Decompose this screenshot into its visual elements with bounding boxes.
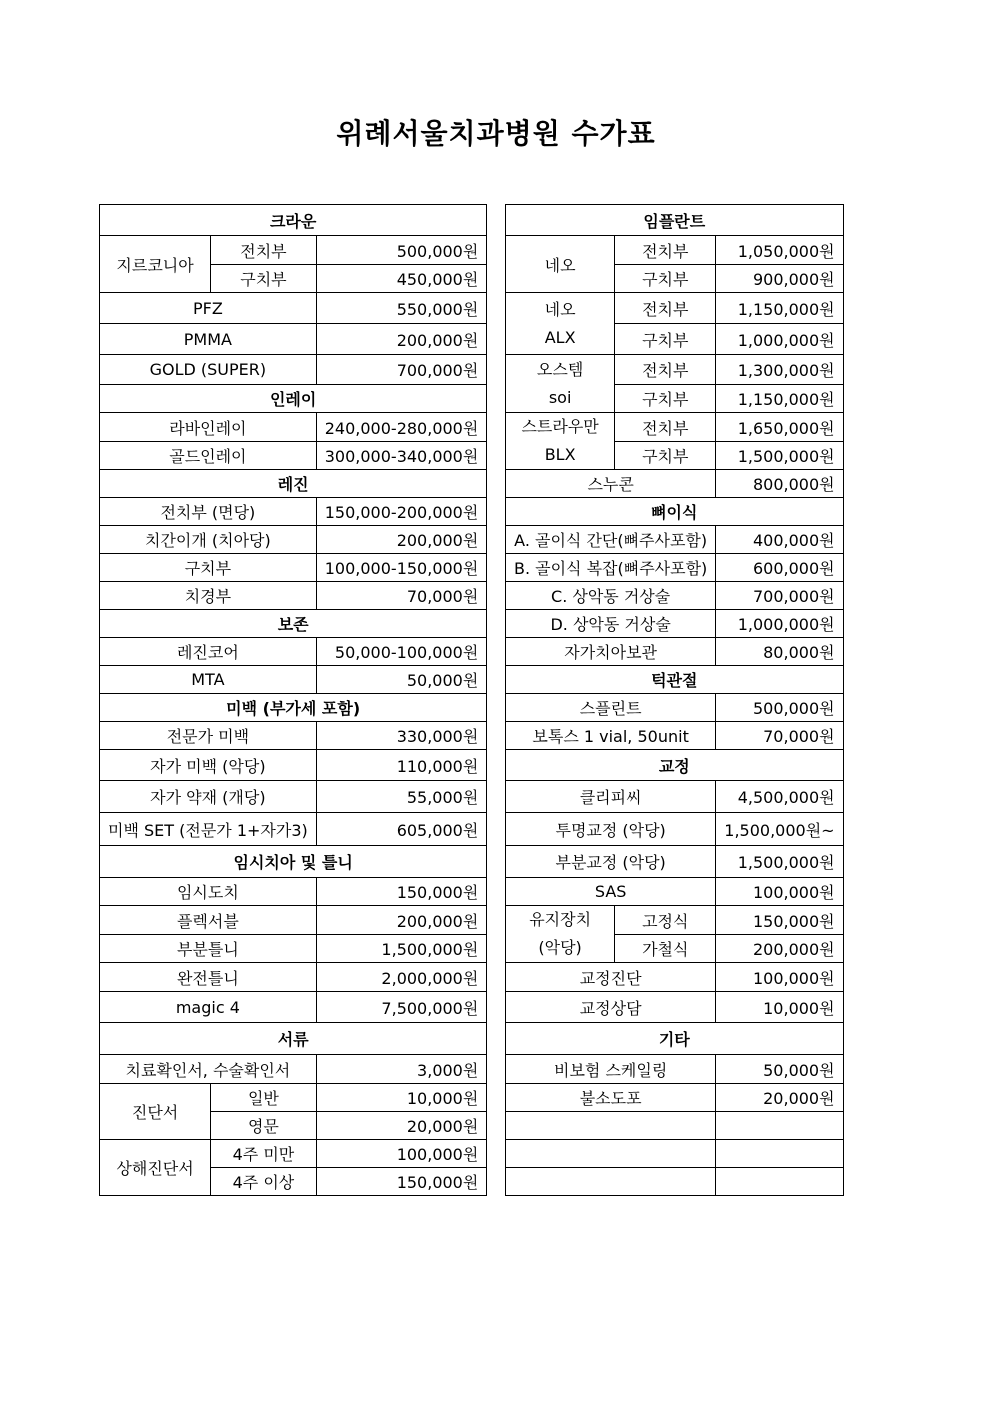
item-price: 240,000-280,000원 (316, 413, 487, 442)
table-row (506, 750, 844, 781)
empty-cell (716, 1112, 843, 1140)
item-sublabel: 4주 미만 (211, 1140, 317, 1168)
table-row (506, 582, 844, 610)
table-row (506, 963, 844, 992)
item-price: 900,000원 (716, 265, 843, 293)
item-price: 100,000원 (716, 878, 843, 906)
table-row (506, 813, 844, 846)
table-row (100, 813, 487, 846)
item-price: 10,000원 (316, 1084, 487, 1112)
item-price: 150,000원 (316, 878, 487, 906)
table-row (100, 610, 487, 638)
item-price: 700,000원 (316, 355, 487, 385)
section-header-whitening: 미백 (부가세 포함) (100, 694, 487, 722)
item-label: 미백 SET (전문가 1+자가3) (100, 813, 317, 846)
item-price: 100,000원 (716, 963, 843, 992)
item-label: B. 골이식 복잡(뼈주사포함) (506, 554, 716, 582)
table-row (100, 878, 487, 906)
item-price: 200,000원 (316, 526, 487, 554)
item-price: 70,000원 (316, 582, 487, 610)
item-price: 330,000원 (316, 722, 487, 750)
item-price: 1,000,000원 (716, 324, 843, 355)
item-label-line: (악당) (538, 938, 582, 957)
table-row (100, 324, 487, 355)
item-sublabel: 전치부 (615, 355, 716, 385)
item-sublabel: 구치부 (615, 385, 716, 413)
item-label: 진단서 (100, 1084, 211, 1140)
item-sublabel: 전치부 (615, 236, 716, 265)
item-label (506, 355, 615, 413)
item-price: 1,150,000원 (716, 385, 843, 413)
table-row (100, 1023, 487, 1055)
table-row (100, 498, 487, 526)
table-row (100, 722, 487, 750)
item-label: 부분틀니 (100, 935, 317, 963)
item-sublabel: 구치부 (615, 442, 716, 470)
item-label: A. 골이식 간단(뼈주사포함) (506, 526, 716, 554)
table-row (100, 638, 487, 666)
empty-cell (506, 1140, 716, 1168)
item-label-line: BLX (544, 445, 576, 464)
item-label (506, 293, 615, 355)
item-label: 보톡스 1 vial, 50unit (506, 722, 716, 750)
item-label: 치경부 (100, 582, 317, 610)
item-label: PMMA (100, 324, 317, 355)
table-row (100, 1055, 487, 1084)
section-header-preservation: 보존 (100, 610, 487, 638)
table-row (506, 1084, 844, 1112)
item-label: 클리피씨 (506, 781, 716, 813)
item-label-line: 유지장치 (529, 910, 592, 929)
table-row (506, 1140, 844, 1168)
item-label: magic 4 (100, 992, 317, 1023)
item-sublabel: 고정식 (615, 906, 716, 935)
item-label: D. 상악동 거상술 (506, 610, 716, 638)
table-row (506, 638, 844, 666)
item-price: 1,500,000원 (316, 935, 487, 963)
item-label: SAS (506, 878, 716, 906)
item-price: 70,000원 (716, 722, 843, 750)
item-label: 플렉서블 (100, 906, 317, 935)
item-price: 50,000원 (716, 1055, 843, 1084)
table-row (506, 236, 844, 265)
table-row (506, 205, 844, 236)
item-label: 레진코어 (100, 638, 317, 666)
table-row (506, 694, 844, 722)
table-row (506, 355, 844, 385)
table-row (506, 526, 844, 554)
item-label: 지르코니아 (100, 236, 211, 293)
item-label: PFZ (100, 293, 317, 324)
section-header-documents: 서류 (100, 1023, 487, 1055)
item-label: 비보험 스케일링 (506, 1055, 716, 1084)
item-label: 전치부 (면당) (100, 498, 317, 526)
section-header-crown: 크라운 (100, 205, 487, 236)
item-price: 100,000-150,000원 (316, 554, 487, 582)
table-row (100, 1084, 487, 1112)
item-label: 상해진단서 (100, 1140, 211, 1196)
item-price: 10,000원 (716, 992, 843, 1023)
item-sublabel: 구치부 (615, 265, 716, 293)
item-label-line: 스트라우만 (521, 417, 599, 436)
item-price: 800,000원 (716, 470, 843, 498)
item-label-line: 오스템 (536, 359, 584, 379)
item-price: 1,650,000원 (716, 413, 843, 442)
item-label: C. 상악동 거상술 (506, 582, 716, 610)
item-price: 1,150,000원 (716, 293, 843, 324)
item-label (506, 413, 615, 470)
item-sublabel: 영문 (211, 1112, 317, 1140)
left-price-column (99, 204, 487, 1196)
table-row (506, 1168, 844, 1196)
section-header-tmj: 턱관절 (506, 666, 844, 694)
item-price: 50,000-100,000원 (316, 638, 487, 666)
table-row (100, 906, 487, 935)
item-price: 200,000원 (716, 935, 843, 963)
page-title: 위례서울치과병원 수가표 (336, 117, 656, 150)
right-price-column (505, 204, 844, 1196)
table-row (100, 582, 487, 610)
table-row (100, 935, 487, 963)
item-price: 500,000원 (316, 236, 487, 265)
item-price: 300,000-340,000원 (316, 442, 487, 470)
item-price: 55,000원 (316, 781, 487, 813)
item-label: GOLD (SUPER) (100, 355, 317, 385)
item-label: 완전틀니 (100, 963, 317, 992)
table-row (100, 293, 487, 324)
item-price: 400,000원 (716, 526, 843, 554)
table-row (100, 750, 487, 781)
item-price: 700,000원 (716, 582, 843, 610)
item-label: MTA (100, 666, 317, 694)
item-price: 200,000원 (316, 906, 487, 935)
table-row (506, 781, 844, 813)
section-header-bone-graft: 뼈이식 (506, 498, 844, 526)
table-row (506, 470, 844, 498)
table-row (506, 846, 844, 878)
table-row (506, 1055, 844, 1084)
empty-cell (506, 1112, 716, 1140)
item-label: 골드인레이 (100, 442, 317, 470)
table-row (100, 554, 487, 582)
item-price: 3,000원 (316, 1055, 487, 1084)
item-label: 자가 약재 (개당) (100, 781, 317, 813)
table-row (100, 413, 487, 442)
table-row (100, 1140, 487, 1168)
item-price: 500,000원 (716, 694, 843, 722)
item-label: 스누콘 (506, 470, 716, 498)
table-row (100, 470, 487, 498)
table-row (100, 526, 487, 554)
table-row (506, 498, 844, 526)
table-row (100, 781, 487, 813)
section-header-inlay: 인레이 (100, 385, 487, 413)
table-row (506, 293, 844, 324)
item-label: 투명교정 (악당) (506, 813, 716, 846)
table-row (100, 963, 487, 992)
item-label: 임시도치 (100, 878, 317, 906)
item-price: 7,500,000원 (316, 992, 487, 1023)
item-price: 4,500,000원 (716, 781, 843, 813)
item-sublabel: 4주 이상 (211, 1168, 317, 1196)
table-row (506, 722, 844, 750)
item-sublabel: 구치부 (211, 265, 317, 293)
item-label: 부분교정 (악당) (506, 846, 716, 878)
item-price: 605,000원 (316, 813, 487, 846)
item-price: 1,500,000원~ (716, 813, 843, 846)
item-label: 구치부 (100, 554, 317, 582)
item-price: 110,000원 (316, 750, 487, 781)
table-row (100, 442, 487, 470)
item-price: 200,000원 (316, 324, 487, 355)
table-row (506, 906, 844, 935)
item-label: 자가 미백 (악당) (100, 750, 317, 781)
empty-cell (716, 1168, 843, 1196)
table-row (100, 992, 487, 1023)
item-label: 불소도포 (506, 1084, 716, 1112)
table-row (100, 846, 487, 878)
empty-cell (716, 1140, 843, 1168)
item-price: 100,000원 (316, 1140, 487, 1168)
item-price: 80,000원 (716, 638, 843, 666)
item-sublabel: 구치부 (615, 324, 716, 355)
item-price: 1,500,000원 (716, 846, 843, 878)
section-header-temporary: 임시치아 및 틀니 (100, 846, 487, 878)
table-row (506, 610, 844, 638)
item-label (506, 906, 615, 963)
item-price: 1,300,000원 (716, 355, 843, 385)
item-price: 150,000원 (716, 906, 843, 935)
item-price: 1,050,000원 (716, 236, 843, 265)
item-label: 스플린트 (506, 694, 716, 722)
table-row (506, 666, 844, 694)
item-price: 1,000,000원 (716, 610, 843, 638)
item-label: 치료확인서, 수술확인서 (100, 1055, 317, 1084)
item-label: 네오 (506, 236, 615, 293)
section-header-resin: 레진 (100, 470, 487, 498)
item-price: 600,000원 (716, 554, 843, 582)
table-row (506, 878, 844, 906)
item-price: 550,000원 (316, 293, 487, 324)
item-sublabel: 전치부 (615, 293, 716, 324)
item-label-line: 네오 (544, 299, 576, 319)
item-label: 전문가 미백 (100, 722, 317, 750)
empty-cell (506, 1168, 716, 1196)
item-price: 450,000원 (316, 265, 487, 293)
table-row (100, 205, 487, 236)
table-row (100, 385, 487, 413)
table-row (100, 355, 487, 385)
item-price: 150,000-200,000원 (316, 498, 487, 526)
item-price: 50,000원 (316, 666, 487, 694)
item-price: 1,500,000원 (716, 442, 843, 470)
item-sublabel: 전치부 (615, 413, 716, 442)
item-label: 교정상담 (506, 992, 716, 1023)
item-label-line: soi (548, 387, 572, 407)
table-row (100, 236, 487, 265)
section-header-ortho: 교정 (506, 750, 844, 781)
item-label: 교정진단 (506, 963, 716, 992)
section-header-implant: 임플란트 (506, 205, 844, 236)
item-sublabel: 전치부 (211, 236, 317, 265)
item-label: 라바인레이 (100, 413, 317, 442)
table-row (506, 992, 844, 1023)
item-label-line: ALX (544, 327, 576, 347)
item-price: 150,000원 (316, 1168, 487, 1196)
table-row (506, 413, 844, 442)
table-row (506, 1023, 844, 1055)
table-row (100, 666, 487, 694)
item-price: 20,000원 (716, 1084, 843, 1112)
table-row (506, 554, 844, 582)
item-label: 자가치아보관 (506, 638, 716, 666)
table-row (506, 1112, 844, 1140)
item-label: 치간이개 (치아당) (100, 526, 317, 554)
item-sublabel: 일반 (211, 1084, 317, 1112)
section-header-etc: 기타 (506, 1023, 844, 1055)
table-row (100, 694, 487, 722)
item-sublabel: 가철식 (615, 935, 716, 963)
item-price: 20,000원 (316, 1112, 487, 1140)
item-price: 2,000,000원 (316, 963, 487, 992)
